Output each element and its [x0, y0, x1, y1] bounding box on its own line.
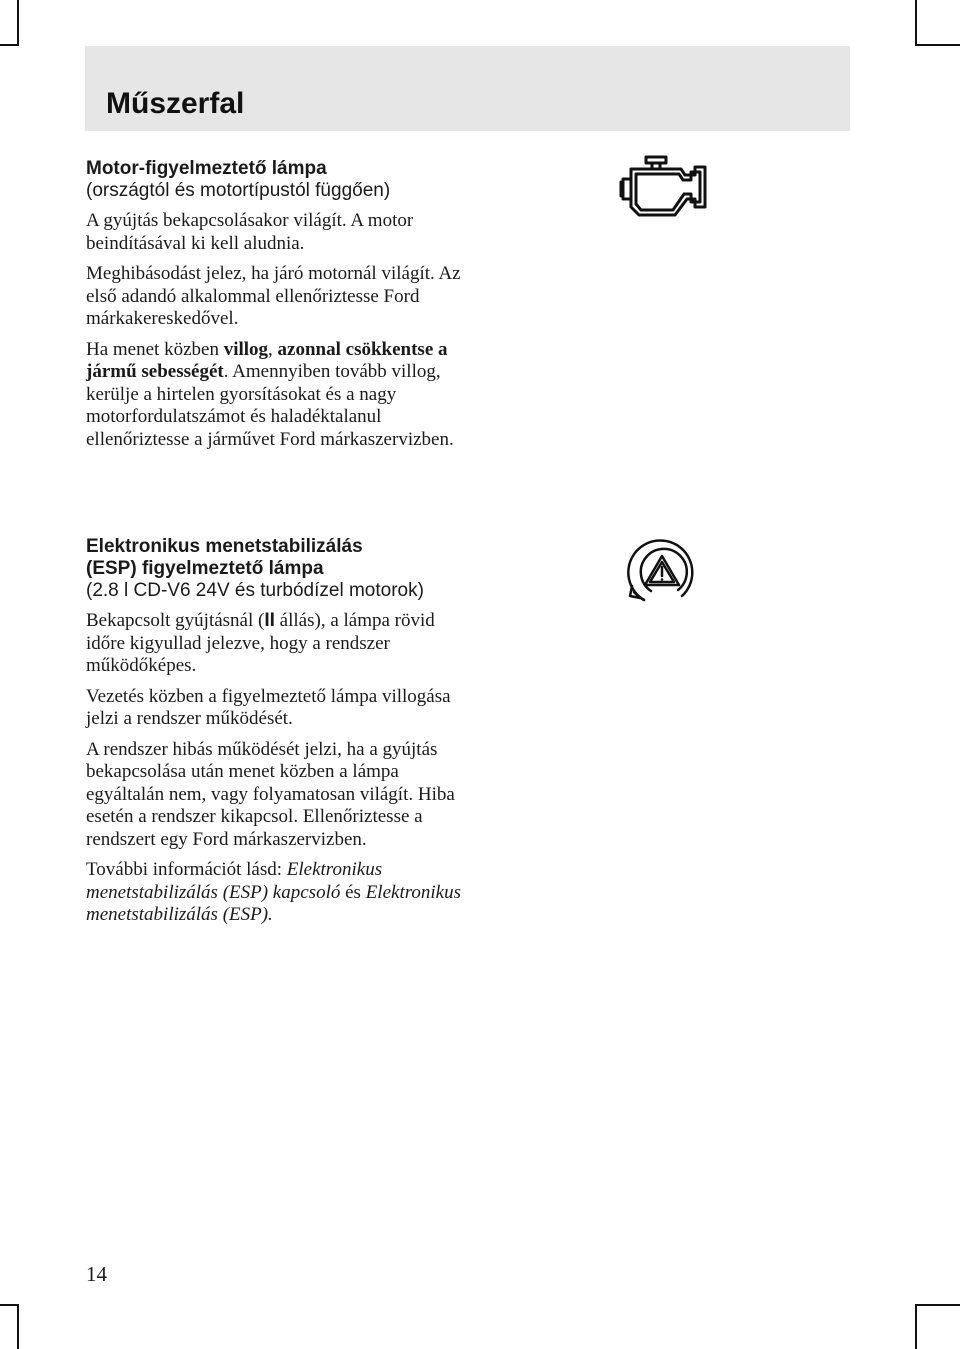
crop-mark-bottom-right-h — [915, 1304, 960, 1306]
page-title: Műszerfal — [106, 87, 245, 120]
crop-mark-bottom-left-v — [17, 1304, 19, 1349]
text-run: Bekapcsolt gyújtásnál ( — [86, 610, 265, 631]
paragraph: A gyújtás bekapcsolásakor világít. A motor beindításával ki kell aludnia. — [86, 210, 414, 254]
emphasis-text: azonnal csökkentse a jármű sebességét — [86, 338, 448, 382]
paragraph — [86, 339, 461, 452]
text-run: . Amennyiben tovább villog, kerülje a hirtelen gyorsításokat és a nagy motorfordulatszámot és haladéktalanul ellenőriztesse a járművet Ford márkaszervizben. — [86, 361, 454, 450]
header-band — [85, 46, 850, 131]
paragraph: A rendszer hibás működését jelzi, ha a gyújtás bekapcsolása után menet közben a lámpa egyáltalán nem, vagy folyamatosan világít. Hiba esetén a rendszer kikapcsol. Ellenőriztesse a rendszert egy Ford márkaszervizben. — [86, 738, 455, 850]
emphasis-text: villog — [223, 338, 269, 360]
section-title-line: (ESP) figyelmeztető lámpa — [86, 558, 324, 579]
text-run: Ha menet közben — [86, 338, 224, 360]
paragraph — [86, 610, 461, 678]
crop-mark-top-left-h — [0, 44, 19, 46]
crop-mark-top-right-h — [915, 44, 960, 46]
section-title: Motor-figyelmeztető lámpa — [86, 158, 327, 179]
paragraph: Meghibásodást jelez, ha járó motornál világít. Az első adandó alkalommal ellenőriztesse Ford márkakereskedővel. — [86, 263, 461, 329]
crop-mark-top-right-v — [915, 0, 917, 46]
text-run: , — [268, 338, 278, 360]
paragraph — [86, 859, 461, 927]
engine-icon — [617, 155, 709, 219]
text-run: További információt lásd: — [86, 859, 287, 880]
esp-warning-icon — [622, 534, 702, 606]
page-number: 14 — [86, 1262, 107, 1286]
section-esp-warning — [86, 536, 461, 935]
cross-reference: Elektronikus menetstabilizálás (ESP). — [86, 881, 462, 925]
ignition-position: II — [264, 610, 275, 631]
crop-mark-bottom-left-h — [0, 1304, 19, 1306]
paragraph: Vezetés közben a figyelmeztető lámpa villogása jelzi a rendszer működését. — [86, 685, 451, 729]
section-engine-warning — [86, 158, 461, 459]
cross-reference: Elektronikus menetstabilizálás (ESP) kapcsoló — [86, 859, 383, 903]
text-run: állás), a lámpa rövid időre kigyullad jelezve, hogy a rendszer működőképes. — [86, 610, 435, 676]
crop-mark-top-left-v — [17, 0, 19, 46]
crop-mark-bottom-right-v — [915, 1304, 917, 1349]
section-subtitle: (országtól és motortípustól függően) — [86, 180, 391, 201]
section-subtitle: (2.8 l CD-V6 24V és turbódízel motorok) — [86, 580, 424, 601]
section-title-line: Elektronikus menetstabilizálás — [86, 536, 363, 557]
text-run: és — [340, 881, 366, 903]
